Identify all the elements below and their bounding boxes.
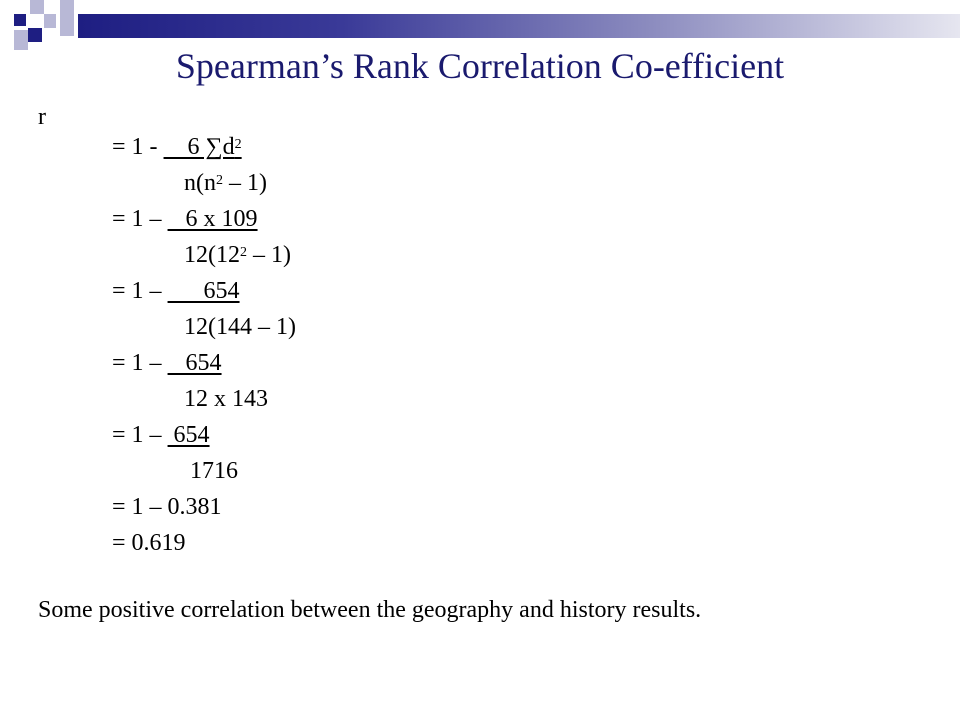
formula-line-1-eq: = 1 - <box>112 134 164 160</box>
decor-square-1 <box>14 14 26 26</box>
formula-line-5-eq: = 1 – <box>112 278 168 304</box>
formula-line-6-den: 12(144 – 1) <box>184 314 296 340</box>
formula-line-4-exp: 2 <box>240 245 247 260</box>
formula-line-2-exp: 2 <box>216 173 223 188</box>
formula-line-10-den: 1716 <box>190 458 238 484</box>
formula-line-2-rest: – 1) <box>223 170 267 196</box>
formula-line-11-eq: = 1 – 0.381 <box>112 494 222 520</box>
conclusion-text: Some positive correlation between the geography and history results. <box>38 597 702 623</box>
formula-r-label: r <box>38 104 46 130</box>
header-gradient-band <box>78 14 960 38</box>
formula-line-2-den: n(n <box>184 170 216 196</box>
formula-line-9-eq: = 1 – <box>112 422 168 448</box>
decor-square-2 <box>30 0 44 14</box>
decor-square-5 <box>28 28 42 42</box>
formula-line-5-num: 654 <box>167 278 240 304</box>
formula-line-1-num-text: 6 ∑d <box>163 134 235 160</box>
formula-line-12-eq: = 0.619 <box>112 530 186 556</box>
decor-square-4 <box>44 14 56 28</box>
formula-line-3-num: 6 x 109 <box>167 206 258 232</box>
decor-square-6 <box>60 0 74 14</box>
decor-square-7 <box>60 14 74 36</box>
formula-line-7-eq: = 1 – <box>112 350 168 376</box>
formula-line-12 <box>100 498 186 558</box>
formula-line-4-rest: – 1) <box>247 242 291 268</box>
formula-line-9-num: 654 <box>167 422 210 448</box>
formula-line-4-den: 12(12 <box>184 242 240 268</box>
formula-line-8-den: 12 x 143 <box>184 386 268 412</box>
formula-line-3-eq: = 1 – <box>112 206 168 232</box>
formula-line-1-exp: 2 <box>234 137 242 152</box>
formula-line-7-num: 654 <box>167 350 222 376</box>
slide-title: Spearman’s Rank Correlation Co-efficient <box>175 46 785 86</box>
